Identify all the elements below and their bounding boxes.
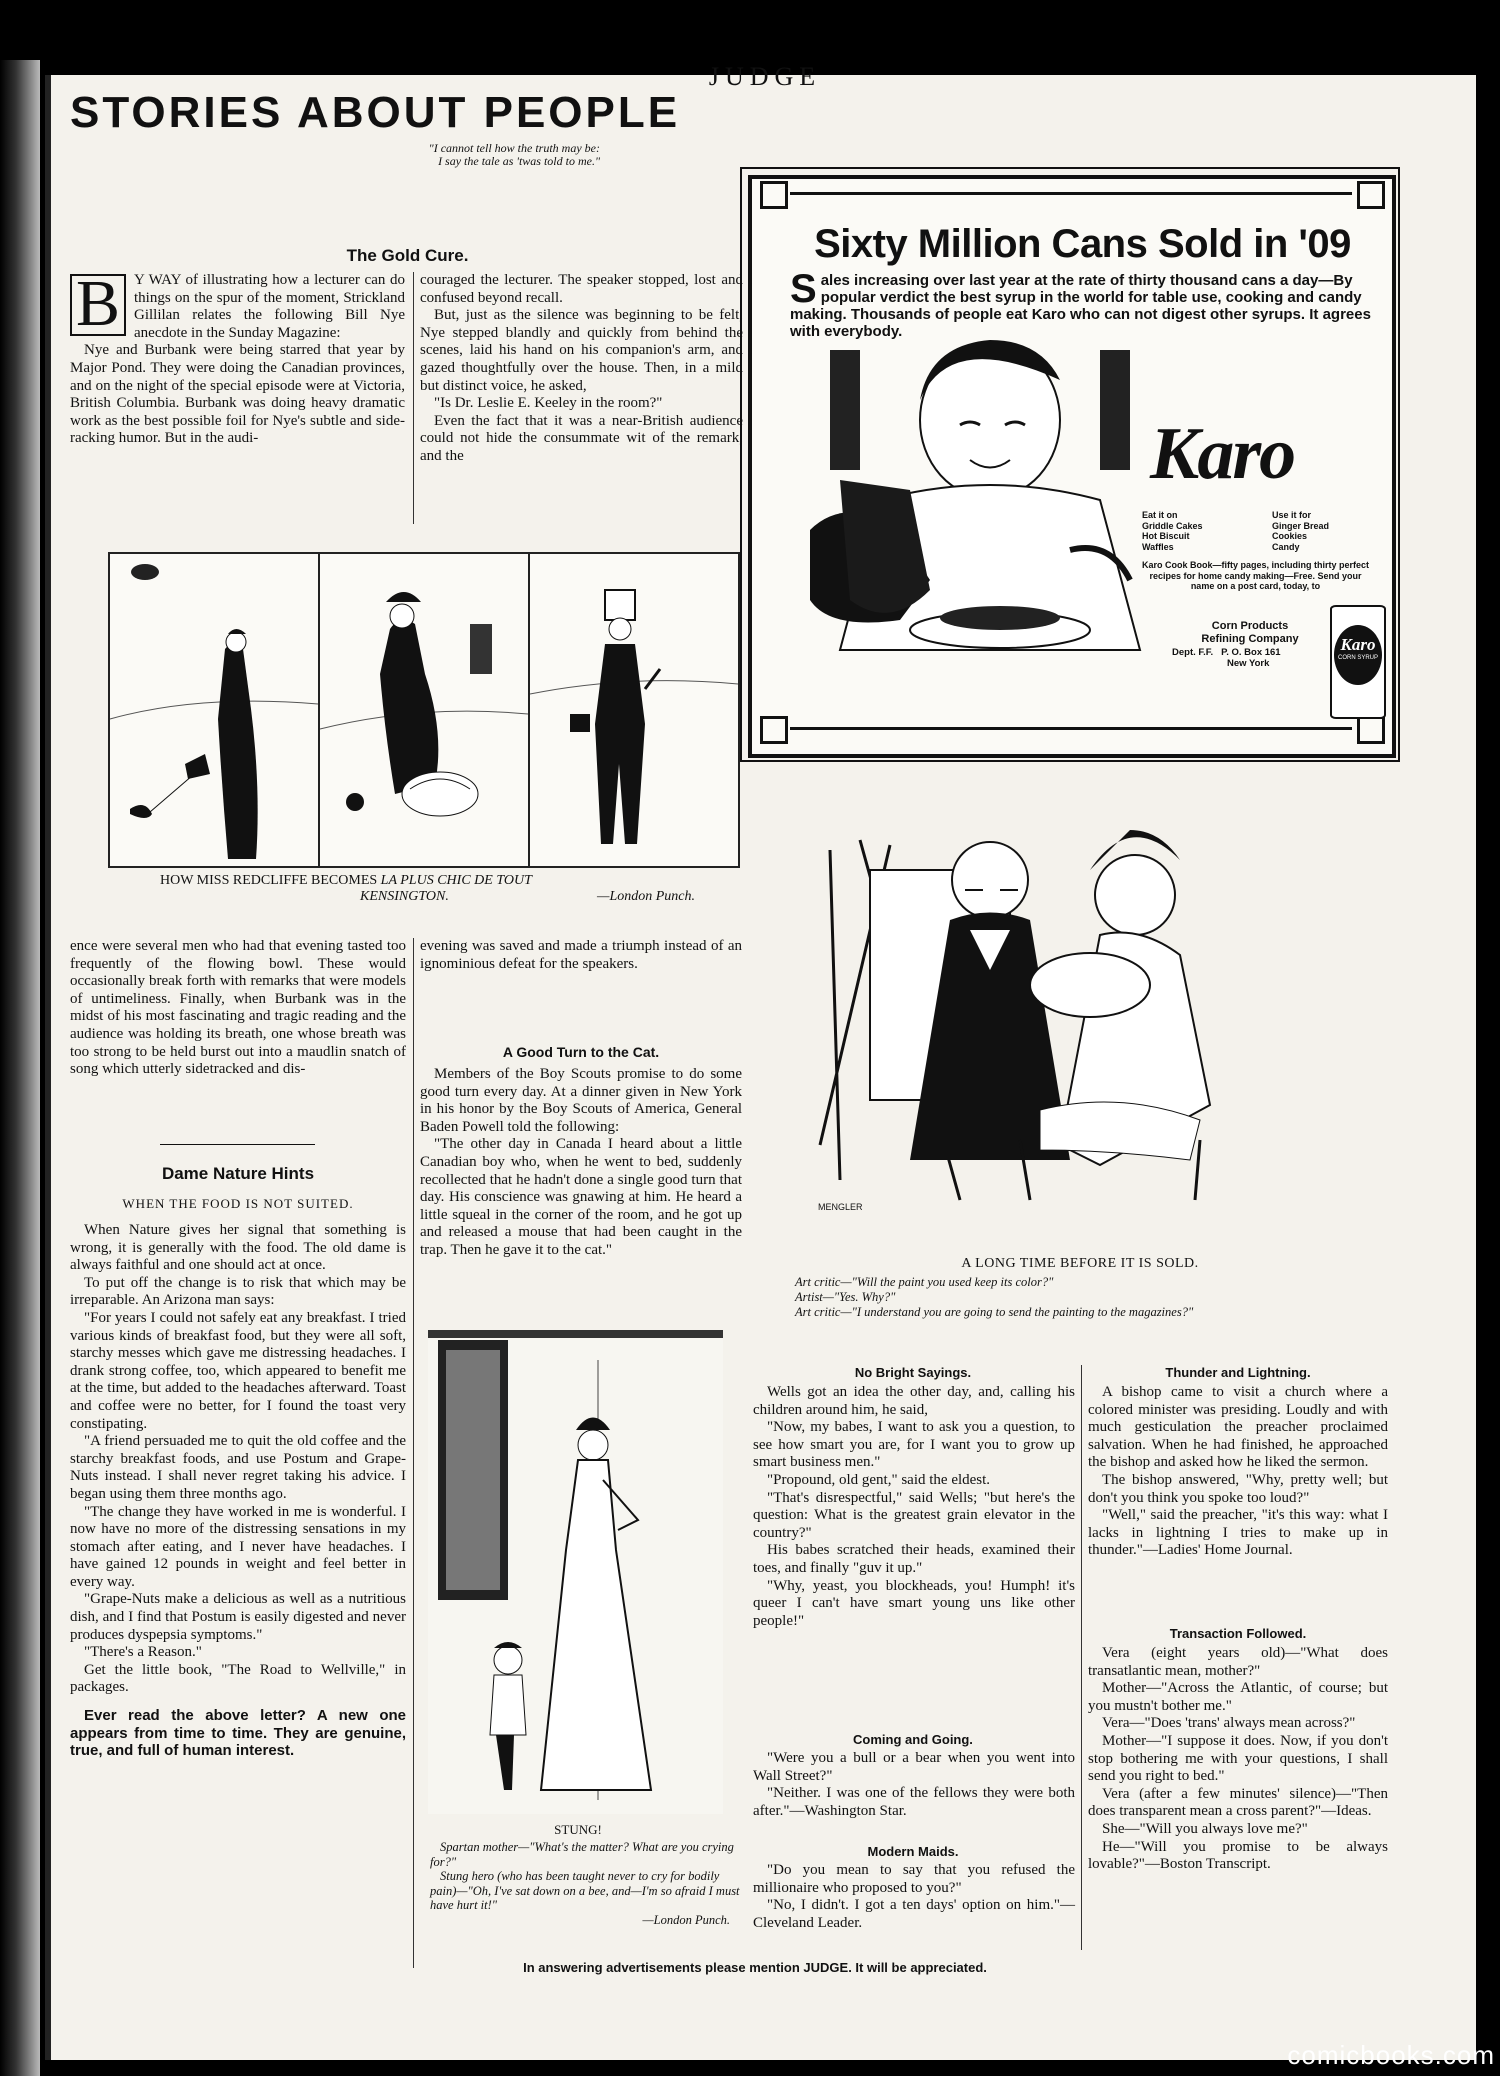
paragraph: Mother—"Across the Atlantic, of course; but you mustn't bother me." <box>1088 1680 1388 1714</box>
comic-caption <box>155 873 715 905</box>
ad-corner <box>1357 181 1385 209</box>
paragraph: A bishop came to visit a church where a colored minister was presiding. Loudly and with much gesticulation the preacher proclaimed salvation. When he had finished, he approached the bishop and asked how he liked the sermon. <box>1088 1384 1388 1471</box>
paragraph: couraged the lecturer. The speaker stopped, lost and confused beyond recall. <box>420 272 743 306</box>
comic-panel-1-art <box>110 554 318 866</box>
paragraph: "Do you mean to say that you refused the millionaire who proposed to you?" <box>753 1862 1075 1896</box>
stung-caption <box>430 1840 740 1927</box>
gold-cure-col2 <box>420 272 743 466</box>
caption-line: Stung hero (who has been taught never to cry for bodily pain)—"Oh, I've sat down on a bee, and—I'm so afraid I must have hurt it!" <box>430 1869 740 1912</box>
comic-panel-1 <box>108 552 320 868</box>
dropcap: B <box>70 274 126 336</box>
paragraph: "There's a Reason." <box>84 1644 202 1661</box>
caption-italic: KENSINGTON. <box>360 889 449 904</box>
eat-list <box>1142 510 1222 552</box>
caption-line: Art critic—"I understand you are going to send the painting to the magazines?" <box>795 1305 1194 1319</box>
use-item: Candy <box>1272 541 1300 552</box>
masthead: JUDGE <box>708 62 822 91</box>
good-turn-heading: A Good Turn to the Cat. <box>502 1044 660 1060</box>
karo-logo: Karo <box>1150 413 1295 495</box>
company-address <box>1172 648 1332 669</box>
long-time-caption <box>795 1275 1355 1320</box>
paragraph: Nye and Burbank were being starred that year by Major Pond. They were doing the Canadian provinces, and on the night of the special episode were at Victoria, British Columbia. Burbank was doing heavy dramatic work as the best possible foil for Nye's subtle and side-racking humor. But in the audi- <box>70 342 405 447</box>
ad-rule <box>790 192 1352 195</box>
section-divider <box>160 1144 315 1145</box>
paragraph: "The other day in Canada I heard about a little Canadian boy who, when he went to bed, suddenly recollected that he hadn't done a single good turn that day. His conscience was gnawing at him. He heard a little squeal in the corner of the room, and he got up and released a mouse that had been caught in the trap. Then he gave it to the cat." <box>420 1136 742 1258</box>
use-item: Cookies <box>1272 531 1308 541</box>
modern-maids-body <box>753 1862 1075 1932</box>
thunder-heading: Thunder and Lightning. <box>1165 1365 1311 1380</box>
comic-panel-2-art <box>320 554 528 866</box>
modern-maids-heading: Modern Maids. <box>867 1844 959 1859</box>
paragraph: "Why, yeast, you blockheads, you! Humph! it's queer I can't have smart young uns like other people!" <box>753 1577 1075 1629</box>
transaction-heading: Transaction Followed. <box>1169 1626 1307 1641</box>
karo-can <box>1330 605 1386 719</box>
stung-art <box>428 1330 723 1814</box>
long-time-title: A LONG TIME BEFORE IT IS SOLD. <box>961 1256 1199 1271</box>
paragraph: "Neither. I was one of the fellows they were both after."—Washington Star. <box>753 1785 1075 1819</box>
eat-item: Hot Biscuit <box>1142 531 1190 541</box>
closing-note: Ever read the above letter? A new one appears from time to time. They are genuine, true, and full of human interest. <box>70 1707 406 1760</box>
paragraph: "For years I could not safely eat any breakfast. I tried various kinds of breakfast food, but they were all soft, starchy messes which gave me distressing headaches. I drank strong coffee, too, which appeared to benefit me at the time, but added to the headaches afterward. Toast and coffee were no better, for I found the toast very constipating. <box>70 1309 406 1432</box>
paragraph: Mother—"I suppose it does. Now, if you don't stop bothering me with your questions, I shall send you right to bed." <box>1088 1732 1388 1785</box>
comic-panel-3-art <box>530 554 738 866</box>
stung-title: STUNG! <box>554 1822 602 1837</box>
paragraph: "Is Dr. Leslie E. Keeley in the room?" <box>434 395 663 412</box>
use-list <box>1272 510 1362 552</box>
address-line: P. O. Box 161 <box>1221 647 1281 658</box>
company-name <box>1190 620 1310 646</box>
company-line: Corn Products <box>1211 620 1289 632</box>
caption-italic: LA PLUS CHIC DE TOUT <box>380 873 532 888</box>
column-rule <box>1081 1365 1082 1950</box>
paragraph: "Propound, old gent," said the eldest. <box>767 1471 991 1488</box>
paragraph: evening was saved and made a triumph instead of an ignominious defeat for the speakers. <box>420 938 742 972</box>
column-rule <box>413 938 414 1968</box>
paragraph: Members of the Boy Scouts promise to do some good turn every day. At a dinner given in New York in his honor by the Boy Scouts of America, General Baden Powell told the following: <box>420 1066 742 1135</box>
paragraph: When Nature gives her signal that something is wrong, it is generally with the food. The old dame is always faithful and one should act at once. <box>70 1222 406 1274</box>
paragraph: Get the little book, "The Road to Wellville," in packages. <box>70 1661 406 1696</box>
can-subtitle: CORN SYRUP <box>1337 655 1378 661</box>
dame-nature-subheading: WHEN THE FOOD IS NOT SUITED. <box>122 1196 354 1211</box>
artist-signature: MENGLER <box>818 1202 863 1212</box>
can-brand: Karo <box>1340 635 1376 654</box>
caption-line: Artist—"Yes. Why?" <box>795 1290 896 1304</box>
paragraph: "Were you a bull or a bear when you went into Wall Street?" <box>753 1750 1075 1784</box>
site-watermark: comicbooks.com <box>1287 2040 1495 2070</box>
paragraph: He—"Will you promise to be always lovable?"—Boston Transcript. <box>1088 1838 1388 1873</box>
paragraph: ence were several men who had that evening tasted too frequently of the flowing bowl. These would occasionally break forth with remarks that were models of untimeliness. Finally, when Burbank was in the midst of his most fascinating and tragic reading and the audience was holding its breath, one whose breath was too strong to be held burst out into a maudlin snatch of song which utterly sidetracked and dis- <box>70 938 406 1078</box>
caption-line: Spartan mother—"What's the matter? What are you crying for?" <box>430 1840 734 1869</box>
paragraph: Wells got an idea the other day, and, calling his children around him, he said, <box>753 1384 1075 1418</box>
coming-going-heading: Coming and Going. <box>853 1732 973 1747</box>
caption-credit: —London Punch. <box>642 1912 730 1927</box>
paragraph: Vera (eight years old)—"What does transatlantic mean, mother?" <box>1088 1645 1388 1679</box>
section-title: STORIES ABOUT PEOPLE <box>70 88 681 137</box>
motto <box>250 142 600 168</box>
use-item: Ginger Bread <box>1272 520 1330 531</box>
stung-illustration <box>428 1330 723 1814</box>
paragraph: "Now, my babes, I want to ask you a question, to see how smart you are, for I want you to grow up smart business men." <box>753 1419 1075 1471</box>
paragraph: Even the fact that it was a near-British audience could not hide the consummate wit of the remark, and the <box>420 412 743 464</box>
ad-dropcap: S <box>790 267 817 311</box>
gold-cure-col3 <box>70 938 406 1079</box>
good-turn-body <box>420 1066 742 1260</box>
no-bright-body <box>753 1384 1075 1630</box>
paragraph: Y WAY of illustrating how a lecturer can do things on the spur of the moment, Strickland Gillilan relates the following Bill Nye anecdote in the Sunday Magazine: <box>134 272 405 341</box>
ad-intro-text: ales increasing over last year at the rate of thirty thousand cans a day—By popular verdict the best syrup in the world for table use, cooking and candy making. Thousands of people eat Karo who can not digest other syrups. It agrees with everybody. <box>790 272 1371 340</box>
can-label-oval <box>1334 625 1382 685</box>
eat-item: Griddle Cakes <box>1142 520 1203 531</box>
ad-corner <box>1357 716 1385 744</box>
ad-title: Sixty Million Cans Sold in '09 <box>814 222 1351 266</box>
eat-item: Waffles <box>1142 541 1174 552</box>
paragraph: "A friend persuaded me to quit the old coffee and the starchy breakfast foods, and use Postum and Grape-Nuts instead. I shall never regret taking his advice. I began using them three months ago. <box>70 1433 406 1502</box>
paragraph: "The change they have worked in me is wonderful. I now have no more of the distressing sensations in my stomach after eating, and I never have headaches. I have gained 12 pounds in weight and feel better in every way. <box>70 1503 406 1590</box>
paragraph: The bishop answered, "Why, pretty well; but don't you think you spoke too loud?" <box>1088 1471 1388 1506</box>
paragraph: To put off the change is to risk that which may be irreparable. An Arizona man says: <box>70 1274 406 1309</box>
no-bright-heading: No Bright Sayings. <box>854 1365 972 1380</box>
motto-line: I say the tale as 'twas told to me." <box>438 154 600 168</box>
thunder-body <box>1088 1384 1388 1560</box>
ad-corner <box>760 181 788 209</box>
comic-panel-2 <box>318 552 530 868</box>
eat-label: Eat it on <box>1142 510 1178 520</box>
paragraph: "That's disrespectful," said Wells; "but here's the question: What is the greatest grain elevator in the country?" <box>753 1489 1075 1541</box>
paragraph: But, just as the silence was beginning to be felt, Nye stepped blandly and quickly from behind the scenes, laid his hand on his companion's arm, and gazed thoughtfully over the house. Then, in a mild but distinct voice, he asked, <box>420 307 743 394</box>
comic-panel-3 <box>528 552 740 868</box>
boy-illustration <box>770 330 1190 730</box>
caption-credit: —London Punch. <box>597 889 695 904</box>
caption-text: HOW MISS REDCLIFFE BECOMES <box>160 873 378 888</box>
gold-cure-heading: The Gold Cure. <box>346 246 469 265</box>
dame-nature-heading: Dame Nature Hints <box>161 1164 315 1183</box>
use-label: Use it for <box>1272 510 1312 520</box>
coming-going-body <box>753 1750 1075 1820</box>
dame-nature-body <box>70 1222 406 1760</box>
caption-line: Art critic—"Will the paint you used keep its color?" <box>795 1275 1054 1289</box>
page-footer: In answering advertisements please mention JUDGE. It will be appreciated. <box>523 1960 987 1975</box>
address-line: Dept. F.F. <box>1172 647 1214 658</box>
company-line: Refining Company <box>1201 633 1299 645</box>
cookbook-offer: Karo Cook Book—fifty pages, including thirty perfect recipes for home candy making—Free. Send your name on a post card, today, to <box>1141 560 1370 591</box>
paragraph: Vera (after a few minutes' silence)—"Then does transparent mean a cross parent?"—Ideas. <box>1088 1785 1388 1820</box>
transaction-body <box>1088 1645 1388 1874</box>
paragraph: His babes scratched their heads, examined their toes, and finally "guv it up." <box>753 1542 1075 1576</box>
address-line: New York <box>1227 657 1270 669</box>
paragraph: "No, I didn't. I got a ten days' option on him."—Cleveland Leader. <box>753 1897 1075 1931</box>
column-rule <box>413 272 414 524</box>
gold-cure-col4 <box>420 938 742 973</box>
paragraph: "Grape-Nuts make a delicious as well as a nutritious dish, and I find that Postum is easily digested and never produces dyspepsia symptoms." <box>70 1591 406 1643</box>
book-spine <box>0 60 40 2076</box>
artist-critic-illustration <box>800 810 1360 1210</box>
paragraph: Vera—"Does 'trans' always mean across?" <box>1102 1715 1356 1732</box>
motto-line: "I cannot tell how the truth may be: <box>428 141 600 155</box>
gold-cure-col1 <box>70 267 405 448</box>
paragraph: She—"Will you always love me?" <box>1102 1820 1308 1837</box>
paragraph: "Well," said the preacher, "it's this way: what I lacks in lightning I tries to make up in thunder."—Ladies' Home Journal. <box>1088 1507 1388 1559</box>
